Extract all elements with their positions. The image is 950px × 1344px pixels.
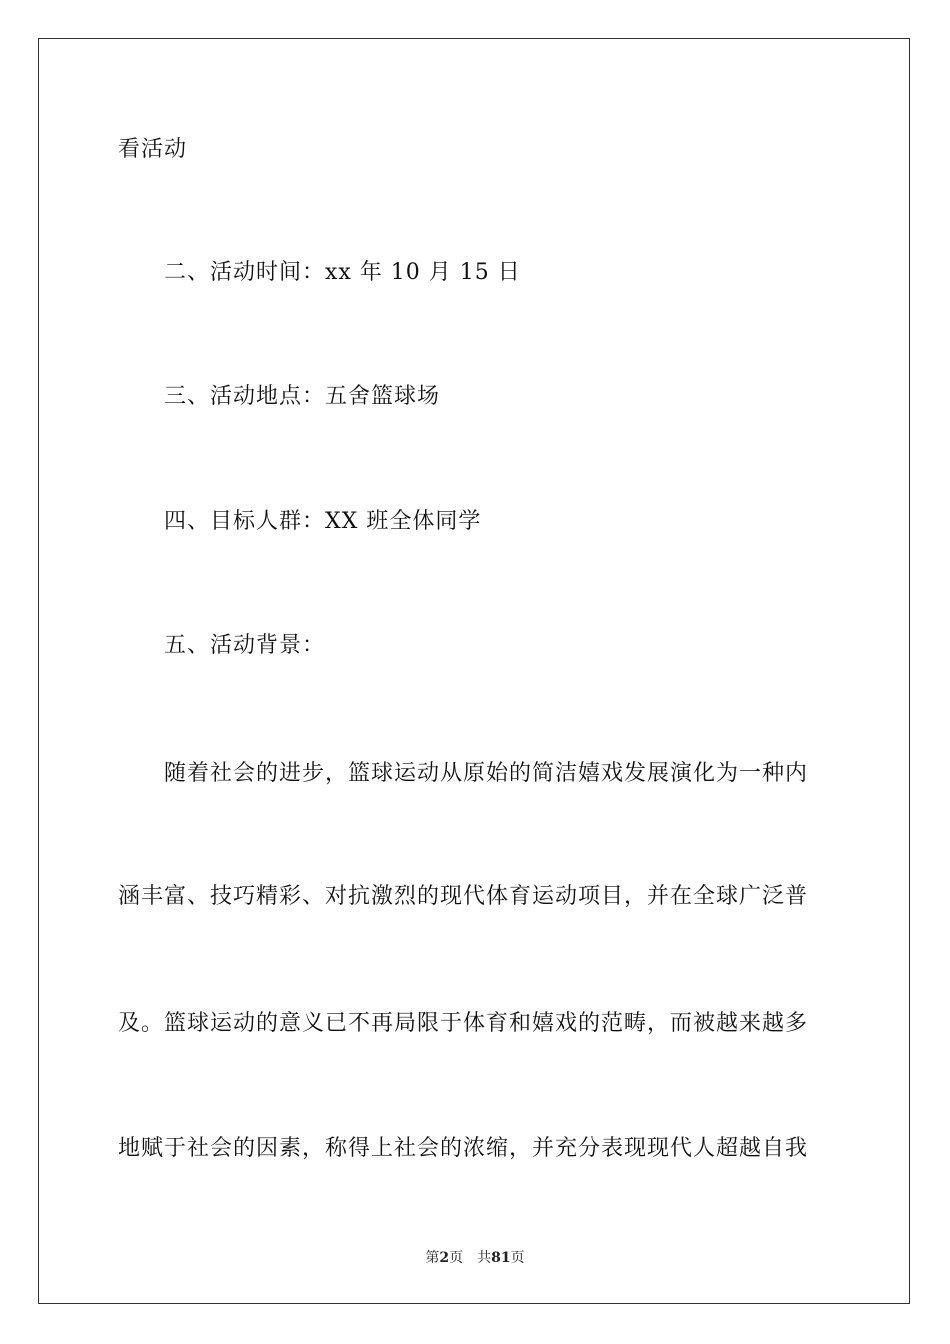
paragraph-line-3: 及。篮球运动的意义已不再局限于体育和嬉戏的范畴，而被越来越多 [118,1011,809,1036]
text-line-continuation: 看活动 [118,137,188,162]
total-pages: 81 [491,1250,511,1266]
total-prefix: 共 [477,1250,492,1266]
page-suffix: 页 [449,1250,464,1266]
page-prefix: 第 [425,1250,440,1266]
page-number: 2 [439,1250,450,1266]
section-activity-background: 五、活动背景： [164,633,326,658]
paragraph-line-1: 随着社会的进步，篮球运动从原始的简洁嬉戏发展演化为一种内 [164,761,809,786]
total-suffix: 页 [510,1250,525,1266]
section-activity-time: 二、活动时间：xx 年 10 月 15 日 [164,260,521,285]
page-border [38,38,910,1304]
page-footer [0,1247,950,1267]
section-target-audience: 四、目标人群：XX 班全体同学 [164,509,482,534]
paragraph-line-2: 涵丰富、技巧精彩、对抗激烈的现代体育运动项目，并在全球广泛普 [118,884,809,909]
section-activity-location: 三、活动地点：五舍篮球场 [164,384,441,409]
paragraph-line-4: 地赋于社会的因素，称得上社会的浓缩，并充分表现现代人超越自我 [118,1136,809,1161]
